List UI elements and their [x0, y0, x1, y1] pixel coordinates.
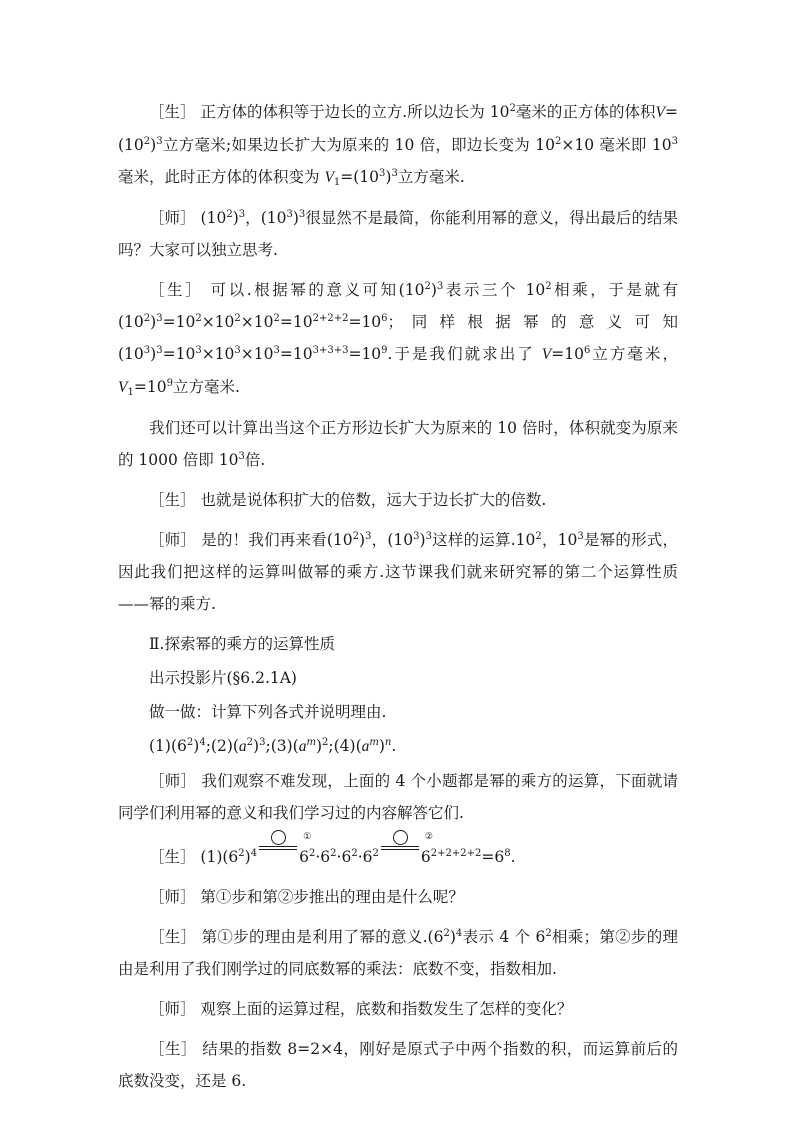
text: 很显然不是最简，你能利用幂的意义，得出最后的结果吗？大家可以独立思考.: [118, 209, 678, 259]
superscript: 3: [143, 345, 151, 356]
equal-bar: [381, 846, 419, 847]
text: 是幂的形式，因此我们把这样的运算叫做幂的乘方.这节课我们就来研究幂的第二个运算性质——幂的乘方.: [118, 531, 678, 613]
superscript: 2: [545, 281, 552, 292]
text: ·6: [357, 848, 373, 866]
superscript: 2: [322, 737, 329, 748]
superscript: 2: [351, 848, 358, 859]
superscript: 3: [298, 209, 306, 220]
text: ): [419, 531, 426, 549]
text: ×10: [201, 313, 235, 331]
superscript: n: [384, 737, 392, 748]
paragraph-5: ［生］ 也就是说体积扩大的倍数，远大于边长扩大的倍数.: [149, 491, 547, 509]
superscript: 2: [195, 313, 202, 324]
superscript: 2+2+2+2: [430, 848, 482, 859]
superscript: 3: [234, 345, 241, 356]
text: ): [292, 209, 299, 227]
equal-bar: [381, 849, 419, 850]
exercise-list: [118, 730, 678, 763]
paragraph-2: [118, 202, 678, 266]
paragraph-6: [118, 524, 678, 620]
superscript: m: [306, 737, 316, 748]
text: 我们还可以计算出当这个正方形边长扩大为原来的 10 倍时，体积就变为原来的 1000 倍即 10: [118, 419, 678, 469]
superscript: 2: [234, 313, 241, 324]
superscript: 2: [238, 848, 245, 859]
variable: a: [238, 738, 247, 755]
text: =6: [481, 848, 505, 866]
text: ×10: [201, 345, 235, 363]
text: ): [232, 209, 239, 227]
text: .于是我们就求出了: [387, 345, 542, 363]
text: 毫米，此时正方体的体积变为: [118, 168, 325, 186]
text: 立方毫米.: [172, 378, 240, 396]
variable: V: [324, 169, 334, 186]
text: 表示三个 10: [443, 281, 546, 299]
text: ［生］ 正方体的体积等于边长的立方.所以边长为 10: [149, 103, 510, 121]
superscript: 3: [156, 313, 163, 324]
step-1-label: ①: [271, 830, 286, 845]
equal-bar: [259, 846, 297, 847]
superscript: 6: [583, 345, 591, 356]
superscript: 3: [391, 168, 398, 179]
text: (1)(6: [149, 737, 187, 755]
subscript: 1: [333, 177, 341, 188]
superscript: 3+3+3: [312, 345, 349, 356]
text: ×10 毫米即 10: [561, 136, 672, 154]
text: ): [244, 848, 251, 866]
superscript: 6: [381, 313, 388, 324]
text: ;(2)(: [205, 737, 239, 755]
superscript: 8: [504, 848, 511, 859]
paragraph-14: [118, 921, 678, 985]
text: =10: [162, 313, 196, 331]
section-heading: Ⅱ.探索幂的乘方的运算性质: [149, 635, 335, 653]
document-page: [118, 96, 678, 1105]
paragraph-4: [118, 412, 678, 476]
superscript: m: [369, 737, 379, 748]
text: ×10: [240, 313, 274, 331]
superscript: 2: [143, 136, 151, 147]
superscript: 3: [259, 737, 266, 748]
superscript: 3: [273, 345, 280, 356]
text: ［生］ (1)(6: [149, 848, 239, 866]
text: 立方毫米;如果边长扩大为原来的 10 倍，即边长变为 10: [162, 136, 556, 154]
variable: V: [655, 104, 665, 121]
step-2-label: ②: [393, 830, 408, 845]
text: ): [193, 737, 200, 755]
text: =(10: [118, 103, 678, 154]
superscript: 2: [509, 103, 516, 114]
text: =10: [348, 313, 382, 331]
text: ): [315, 737, 323, 755]
paragraph-exercise: 做一做：计算下列各式并说明理由.: [149, 703, 387, 721]
text: ): [359, 531, 366, 549]
text: 立方毫米，: [590, 345, 678, 363]
superscript: 2: [246, 737, 254, 748]
superscript: 2+2+2: [312, 313, 349, 324]
step-1-arrow: [259, 832, 312, 860]
text: ［生］ 可以.根据幂的意义可知(10: [149, 281, 425, 299]
superscript: 3: [365, 531, 372, 542]
superscript: 2: [330, 848, 337, 859]
text: =(10: [340, 168, 380, 186]
text: ，10: [541, 531, 578, 549]
subscript: 1: [127, 387, 134, 398]
text: =10: [133, 378, 167, 396]
superscript: 9: [166, 378, 173, 389]
text: ×10: [240, 345, 274, 363]
superscript: 2: [273, 313, 280, 324]
superscript: 2: [424, 281, 431, 292]
text: ): [150, 136, 157, 154]
text: 倍.: [244, 451, 266, 469]
superscript: 3: [156, 345, 163, 356]
text: ): [150, 345, 157, 363]
superscript: 2: [372, 848, 379, 859]
superscript: 3: [436, 281, 444, 292]
superscript: 3: [156, 136, 163, 147]
text: ): [385, 168, 392, 186]
superscript: 3: [238, 209, 246, 220]
superscript: 2: [226, 209, 233, 220]
text: ): [430, 281, 437, 299]
text: ，(10: [371, 531, 414, 549]
text: ): [378, 737, 385, 755]
text: ［生］ 第①步的理由是利用了幂的意义.(6: [149, 928, 444, 946]
paragraph-11: ［师］ 我们观察不难发现，上面的 4 个小题都是幂的乘方的运算，下面就请同学们利用幂的意义和我们学习过的内容解答它们.: [118, 772, 678, 822]
superscript: 3: [425, 531, 432, 542]
superscript: 3: [286, 209, 293, 220]
text: =10: [279, 345, 313, 363]
text: =10: [279, 313, 313, 331]
text: =10: [551, 345, 584, 363]
text: ;(3)(: [265, 737, 299, 755]
variable: V: [541, 346, 552, 363]
text: 相乘；第②步的理由是利用了我们刚学过的同底数幂的乘法：底数不变，指数相加.: [118, 928, 678, 978]
text: ，(10: [245, 209, 287, 227]
paragraph-16: ［生］ 结果的指数 8=2×4，刚好是原式子中两个指数的积，而运算前后的底数没变，还是 6.: [118, 1040, 678, 1090]
text: ): [150, 313, 157, 331]
paragraph-1: [118, 96, 678, 194]
text: =10: [162, 345, 196, 363]
superscript: 2: [308, 848, 316, 859]
superscript: 4: [199, 737, 206, 748]
text: ·6: [336, 848, 352, 866]
paragraph-projection: 出示投影片(§6.2.1A): [149, 669, 297, 687]
superscript: 2: [545, 928, 552, 939]
text: 这样的运算.10: [431, 531, 536, 549]
superscript: 4: [250, 848, 258, 859]
text: 6: [299, 848, 309, 866]
superscript: 9: [381, 345, 388, 356]
superscript: 2: [143, 313, 151, 324]
paragraph-15: ［师］ 观察上面的运算过程，底数和指数发生了怎样的变化？: [149, 1000, 573, 1018]
variable: V: [118, 379, 128, 396]
superscript: 3: [238, 451, 245, 462]
superscript: 2: [186, 737, 194, 748]
superscript: 2: [535, 531, 542, 542]
superscript: 3: [195, 345, 202, 356]
step-2-arrow: [381, 832, 433, 860]
superscript: 3: [379, 168, 386, 179]
text: ·6: [315, 848, 331, 866]
paragraph-3: [118, 274, 678, 404]
superscript: 2: [352, 531, 360, 542]
text: ［师］ 是的！我们再来看(10: [149, 531, 353, 549]
equal-bar: [259, 849, 297, 850]
text: ): [449, 928, 456, 946]
text: ［师］ (10: [149, 209, 227, 227]
text: 表示 4 个 6: [462, 928, 546, 946]
variable: a: [298, 738, 307, 755]
superscript: 3: [671, 136, 678, 147]
text: ): [253, 737, 260, 755]
text: .: [391, 737, 397, 755]
text: 相乘，于是就有(10: [118, 281, 678, 331]
superscript: 4: [455, 928, 463, 939]
text: 6: [420, 848, 431, 866]
text: =10: [348, 345, 382, 363]
paragraph-12: [118, 832, 678, 873]
text: .: [510, 848, 516, 866]
superscript: 3: [577, 531, 584, 542]
text: 毫米的正方体的体积: [515, 103, 656, 121]
superscript: 3: [413, 531, 420, 542]
text: ； 同 样 根 据 幂 的 意 义 可 知 (10: [118, 313, 678, 363]
paragraph-13: ［师］ 第①步和第②步推出的理由是什么呢？: [149, 888, 464, 906]
text: 立方毫米.: [397, 168, 465, 186]
text: ;(4)(: [328, 737, 362, 755]
superscript: 2: [443, 928, 450, 939]
variable: a: [361, 738, 370, 755]
superscript: 2: [555, 136, 562, 147]
